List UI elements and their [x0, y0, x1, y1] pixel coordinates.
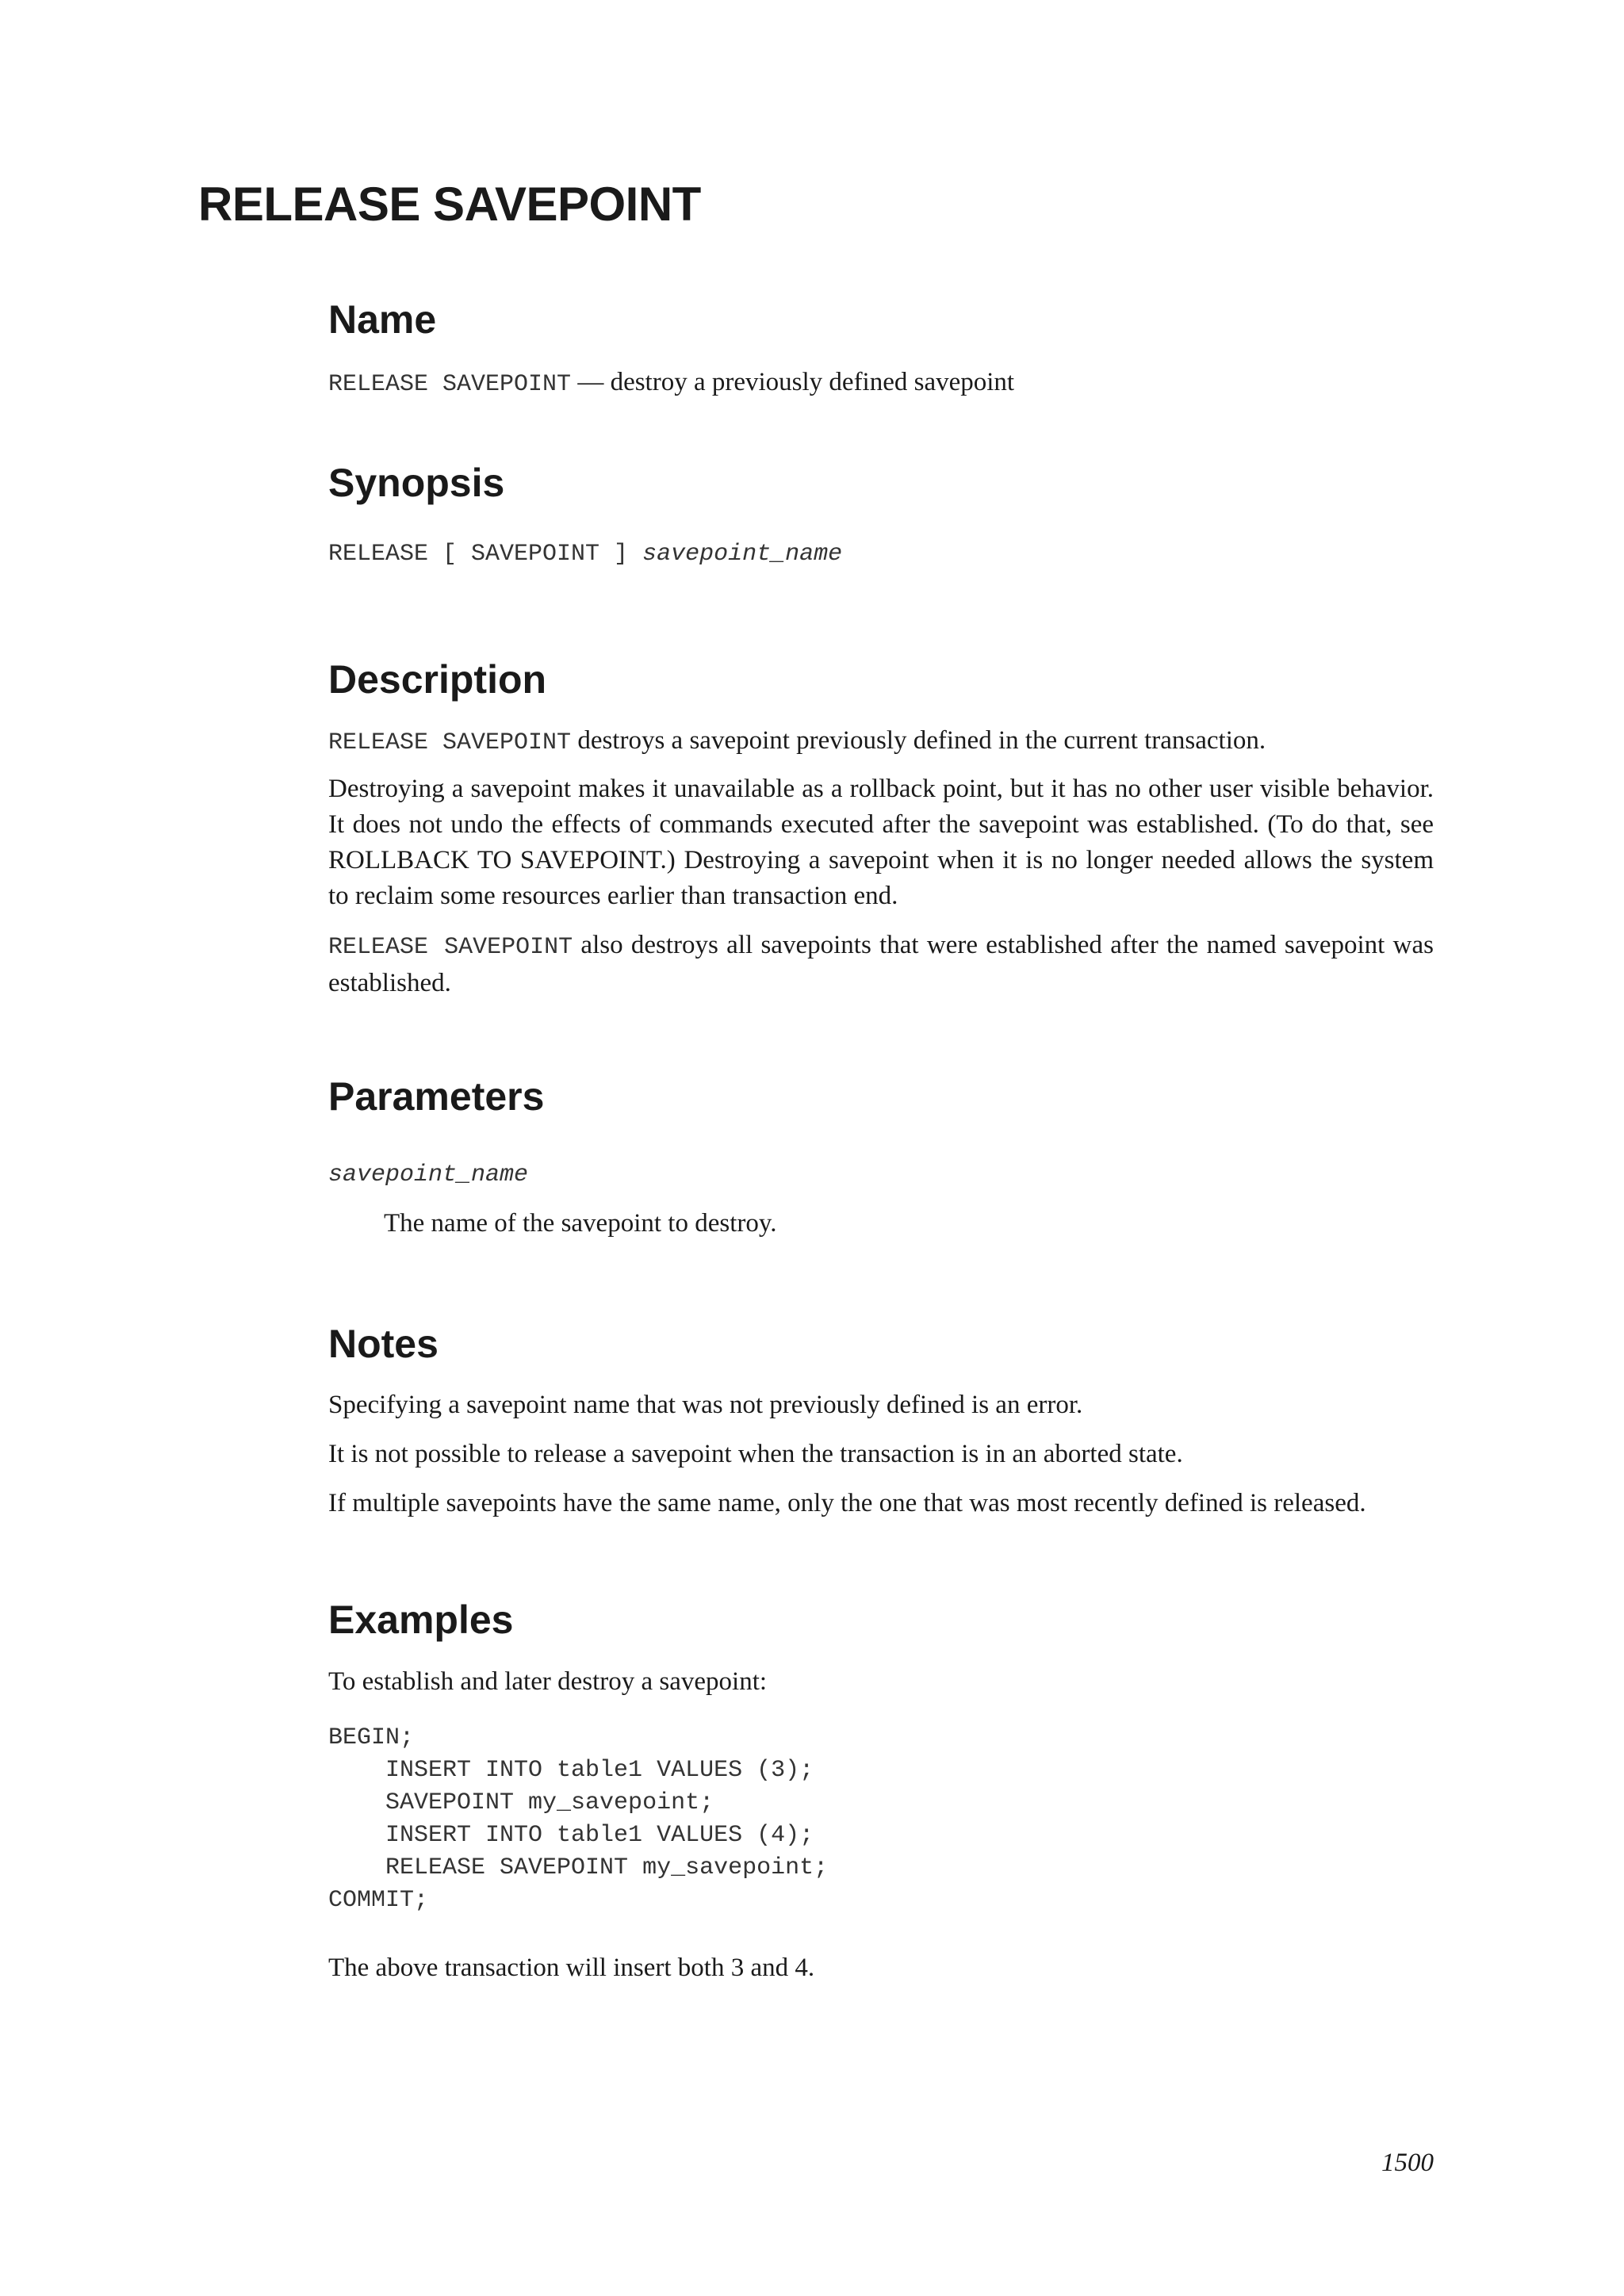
parameter-term-name: savepoint_name	[328, 1161, 529, 1188]
examples-outro: The above transaction will insert both 3 and 4.	[328, 1954, 815, 1982]
name-command: RELEASE SAVEPOINT	[328, 371, 572, 398]
synopsis-param: savepoint_name	[642, 541, 843, 568]
parameter-term	[328, 1161, 528, 1188]
description-paragraph-2: Destroying a savepoint makes it unavailable as a rollback point, but it has no other user visible behavior. It does not undo the effects of commands executed after the savepoint was established. (To do that, see ROLLBACK TO SAVEPOINT.) Destroying a savepoint when it is no longer needed allows the system to reclaim some resources earlier than transaction end.	[328, 775, 1434, 910]
examples-heading: Examples	[328, 1598, 514, 1642]
description-paragraph-1	[328, 723, 1434, 761]
description-command-3: RELEASE SAVEPOINT	[328, 934, 573, 961]
parameter-description: The name of the savepoint to destroy.	[384, 1209, 777, 1238]
example-code-block: BEGIN; INSERT INTO table1 VALUES (3); SAVEPOINT my_savepoint; INSERT INTO table1 VALUES (4); RELEASE SAVEPOINT my_savepoint; COMMIT;	[328, 1724, 829, 1914]
notes-paragraph-2: It is not possible to release a savepoint when the transaction is in an aborted state.	[328, 1440, 1183, 1468]
page-title: RELEASE SAVEPOINT	[198, 178, 701, 231]
synopsis-syntax: RELEASE [ SAVEPOINT ]	[328, 541, 643, 568]
page-number: 1500	[1381, 2149, 1434, 2177]
notes-paragraph-1: Specifying a savepoint name that was not previously defined is an error.	[328, 1391, 1083, 1419]
synopsis-heading: Synopsis	[328, 461, 505, 505]
notes-heading: Notes	[328, 1322, 439, 1366]
parameters-heading: Parameters	[328, 1074, 545, 1119]
name-summary: — destroy a previously defined savepoint	[571, 368, 1015, 396]
description-command-1: RELEASE SAVEPOINT	[328, 729, 572, 756]
examples-intro: To establish and later destroy a savepoint:	[328, 1667, 768, 1696]
description-text-1: destroys a savepoint previously defined in the current transaction.	[571, 726, 1266, 755]
name-heading: Name	[328, 297, 437, 342]
synopsis-block	[328, 534, 1434, 572]
notes-paragraph-3: If multiple savepoints have the same name, only the one that was most recently defined is released.	[328, 1489, 1366, 1517]
description-heading: Description	[328, 657, 547, 702]
description-text-3: also destroys all savepoints that were established after the named savepoint was established.	[328, 931, 1434, 997]
description-paragraph-3	[328, 928, 1434, 1001]
name-paragraph	[328, 365, 1434, 403]
